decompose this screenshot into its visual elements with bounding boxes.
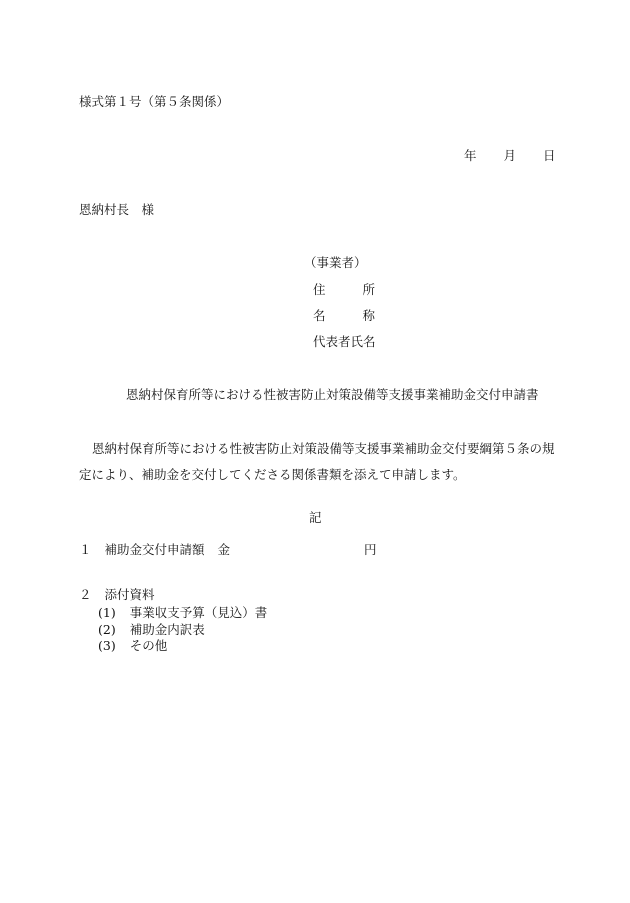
item-1-label: 補助金交付申請額	[104, 542, 205, 557]
attachment-num: (1)	[98, 605, 116, 620]
item-2	[79, 589, 155, 602]
item-1-number: １	[79, 542, 92, 557]
applicant-heading: （事業者）	[304, 255, 367, 270]
attachment-text: 補助金内訳表	[129, 622, 205, 637]
address-label: 住 所	[313, 282, 376, 297]
date-month: 月	[503, 148, 517, 163]
ki-heading: 記	[309, 510, 322, 525]
addressee: 恩納村長 様	[79, 202, 155, 217]
attachment-text: その他	[129, 638, 168, 653]
attachment-num: (3)	[98, 638, 116, 653]
date-year: 年	[464, 148, 477, 163]
name-label: 名 称	[313, 308, 376, 323]
attachment-item	[98, 640, 167, 653]
attachment-item	[98, 624, 205, 637]
form-number: 様式第１号（第５条関係）	[79, 94, 230, 109]
attachment-num: (2)	[98, 622, 116, 637]
date-line	[464, 150, 556, 163]
item-2-number: ２	[79, 587, 92, 602]
attachment-item	[98, 607, 267, 620]
attachment-text: 事業収支予算（見込）書	[129, 605, 268, 620]
body-line-1: 恩納村保育所等における性被害防止対策設備等支援事業補助金交付要綱第５条の規	[92, 441, 555, 456]
item-1	[79, 544, 377, 557]
body-line-2: 定により、補助金を交付してくださる関係書類を添えて申請します。	[79, 467, 466, 482]
item-1-prefix: 金	[217, 542, 231, 557]
date-day: 日	[543, 148, 556, 163]
representative-label: 代表者氏名	[313, 334, 376, 349]
item-1-unit: 円	[364, 542, 377, 557]
item-2-label: 添付資料	[104, 587, 155, 602]
document-title: 恩納村保育所等における性被害防止対策設備等支援事業補助金交付申請書	[126, 387, 539, 402]
